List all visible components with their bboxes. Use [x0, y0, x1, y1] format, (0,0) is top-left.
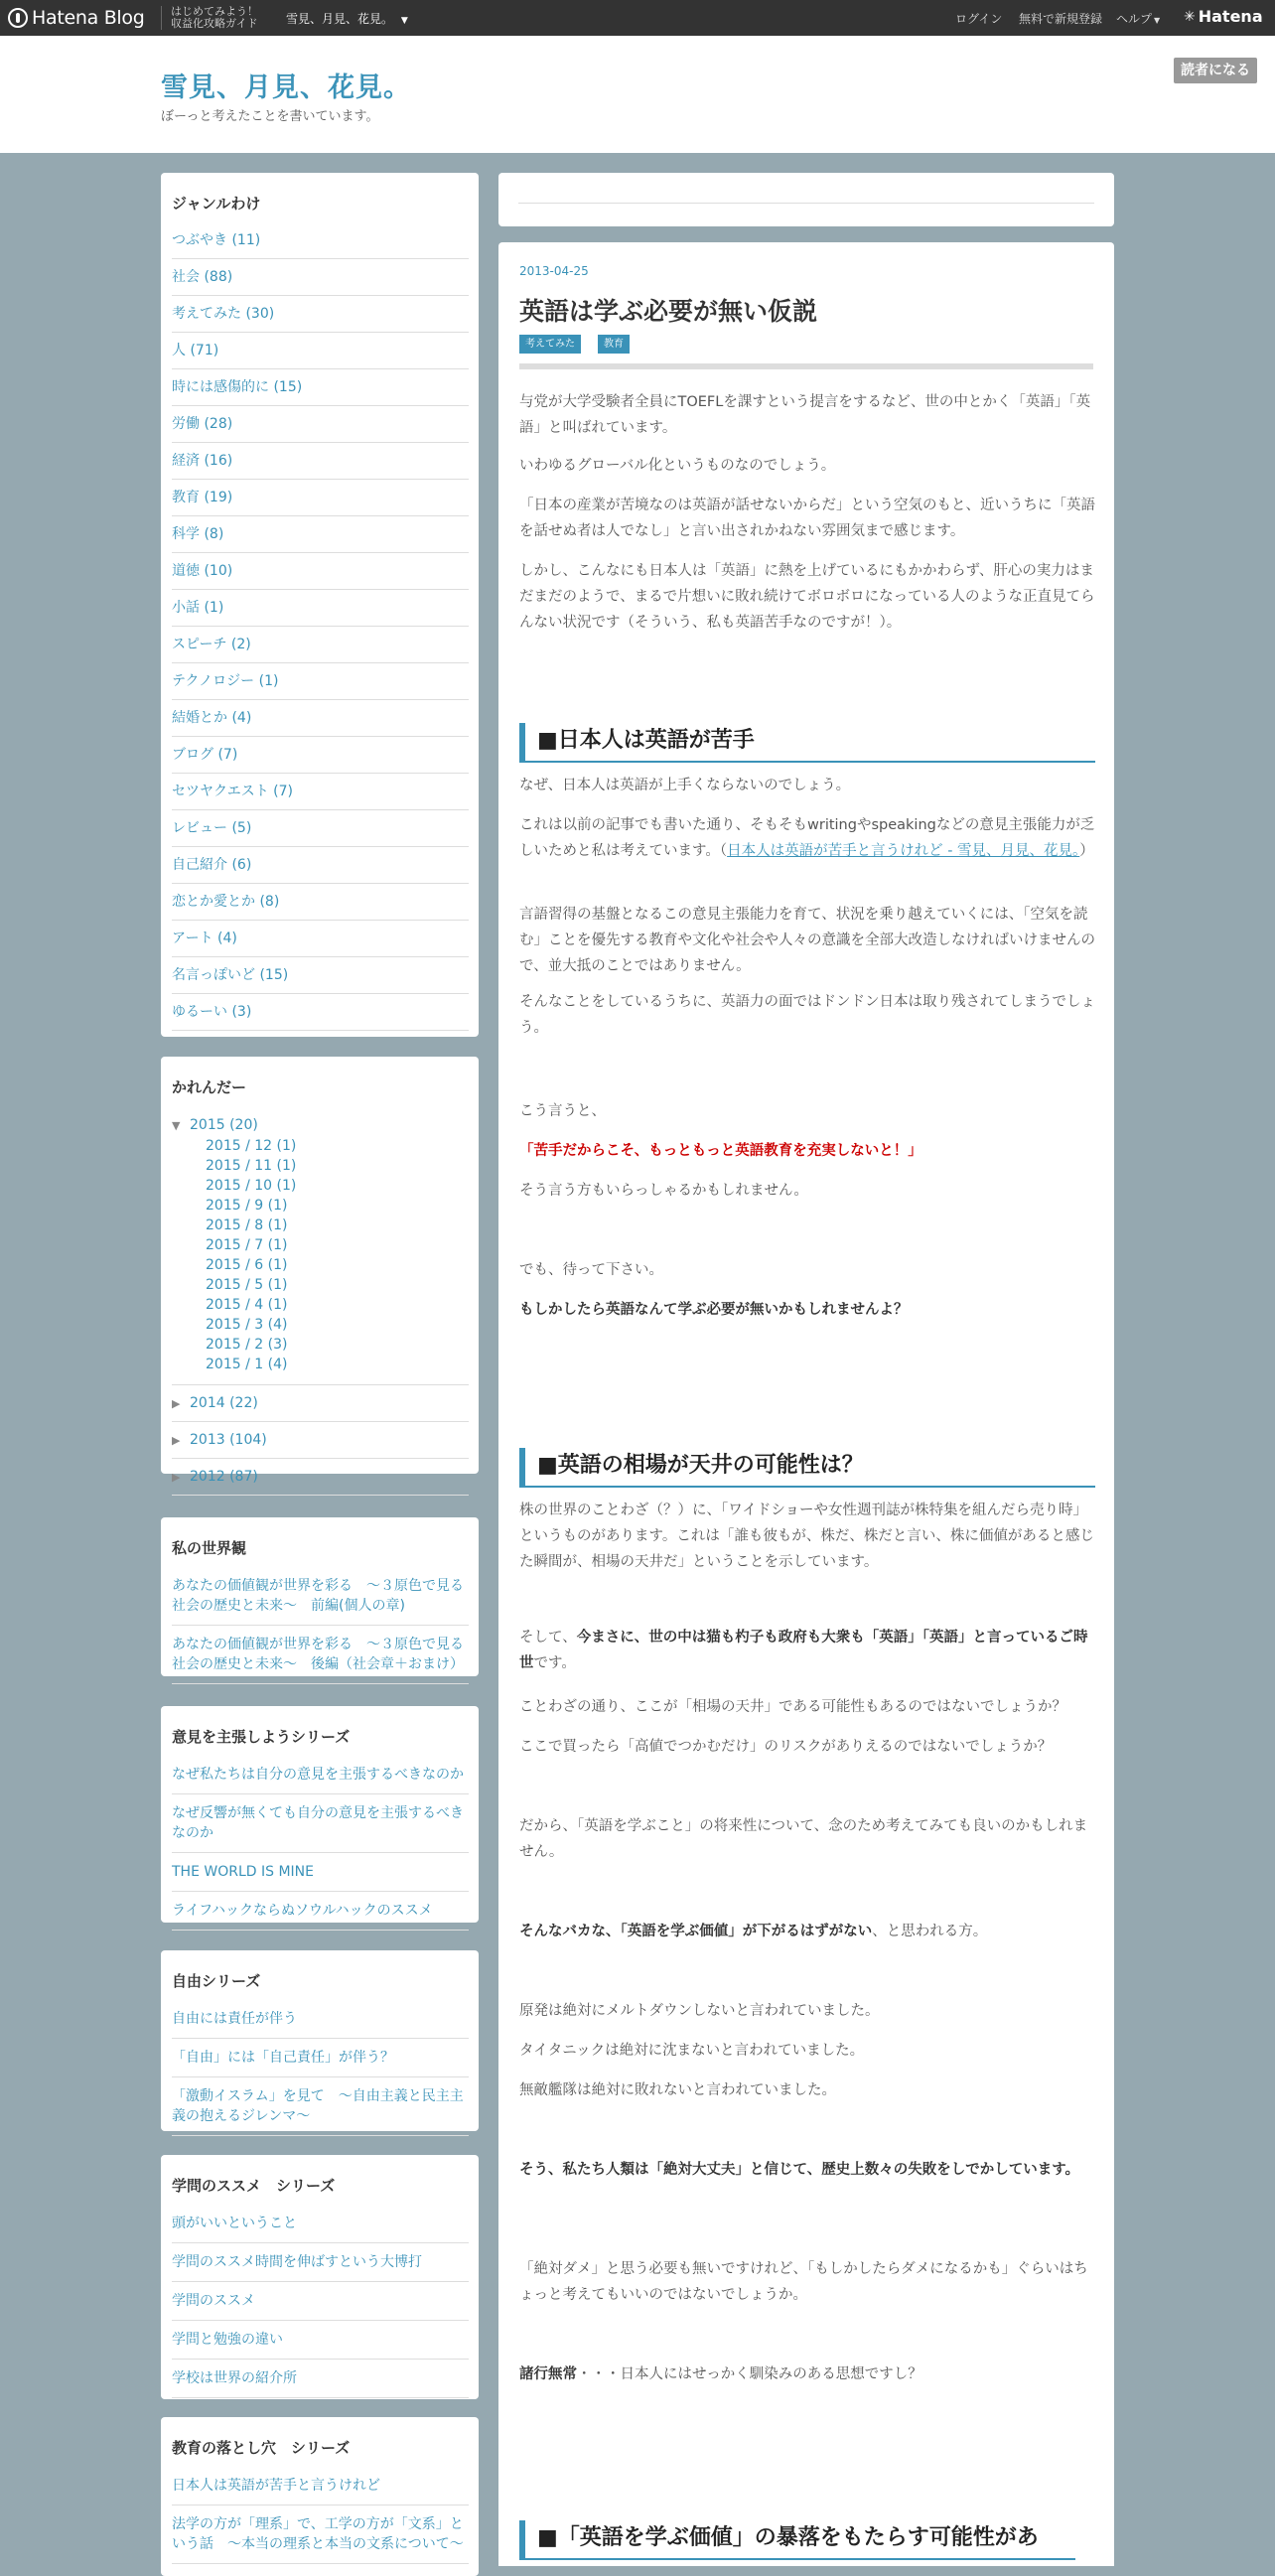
article-date[interactable]: 2013-04-25 — [519, 264, 589, 278]
freedom-title: 自由シリーズ — [172, 1972, 261, 1990]
article-title[interactable]: 英語は学ぶ必要が無い仮説 — [519, 297, 818, 326]
series-link[interactable]: あなたの価値観が世界を彩る ～３原色で見る社会の歴史と未来～ 後編（社会章＋おまけ） — [172, 1626, 469, 1684]
series-link[interactable]: 学問と勉強の違い — [172, 2321, 469, 2360]
series-link[interactable]: 自由には責任が伴う — [172, 2000, 469, 2039]
category-list — [172, 222, 469, 1031]
paragraph: そう言う方もいらっしゃるかもしれません。 — [519, 1183, 808, 1199]
category-link[interactable]: テクノロジー (1) — [172, 663, 469, 700]
paragraph: そんなバカな、「英語を学ぶ価値」が下がるはずがない、と思われる方。 — [519, 1924, 988, 1939]
chevron-down-icon: ▼ — [400, 16, 408, 26]
series-link[interactable]: 学問のススメ時間を伸ばすという大博打 — [172, 2243, 469, 2282]
paragraph: ことわざの通り、ここが「相場の天井」である可能性もあるのではないでしょうか？ — [519, 1699, 1066, 1715]
triangle-down-icon: ▼ — [172, 1119, 181, 1132]
worldview-title: 私の世界観 — [172, 1539, 247, 1557]
opinion-links — [172, 1756, 469, 1931]
education-links — [172, 2467, 469, 2564]
paragraph: ここで買ったら「高値でつかむだけ」のリスクがありえるのではないでしょうか？ — [519, 1739, 1053, 1755]
category-link[interactable]: 人 (71) — [172, 333, 469, 369]
paragraph: これは以前の記事でも書いた通り、そもそもwritingやspeakingなどの意見主張能力が乏しいためと私は考えています。（日本人は英語が苦手と言うけれど - 雪見、月見、花見。） — [519, 817, 1095, 859]
category-link[interactable]: 道徳 (10) — [172, 553, 469, 590]
archive-year-link[interactable]: ▶ 2013 (104) — [172, 1422, 469, 1459]
subscribe-button[interactable]: 読者になる — [1174, 58, 1257, 83]
section-heading: ■日本人は英語が苦手 — [519, 723, 1095, 763]
archive-month-link[interactable]: 2015 / 4 (1) — [206, 1297, 288, 1313]
archive-year-link[interactable]: ▶ 2012 (87) — [172, 1459, 469, 1496]
paragraph: 言語習得の基盤となるこの意見主張能力を育て、状況を乗り越えていくには、「空気を読む」ことを優先する教育や文化や社会や人々の意識を全部大改造しなければいけませんので、並大抵のことではありません。 — [519, 907, 1095, 974]
category-link[interactable]: 恋とか愛とか (8) — [172, 884, 469, 921]
category-link[interactable]: 考えてみた (30) — [172, 296, 469, 333]
blog-header — [0, 36, 1275, 153]
tag-kyouiku[interactable]: 教育 — [598, 335, 630, 354]
section-heading: ■「英語を学ぶ価値」の暴落をもたらす可能性があ — [519, 2520, 1075, 2560]
series-link[interactable]: 学校は世界の紹介所 — [172, 2360, 469, 2398]
series-link[interactable]: 日本人は英語が苦手と言うけれど — [172, 2467, 469, 2505]
paragraph: そして、今まさに、世の中は猫も杓子も政府も大衆も「英語」「英語」と言っているご時世です。 — [519, 1630, 1088, 1671]
blog-description: ぼーっと考えたことを書いています。 — [161, 109, 379, 124]
archive-month-link[interactable]: 2015 / 5 (1) — [206, 1277, 288, 1293]
paragraph: 諸行無常・・・日本人にはせっかく馴染みのある思想ですし？ — [519, 2366, 922, 2382]
series-link[interactable]: 「自由」には「自己責任」が伴う？ — [172, 2039, 469, 2077]
triangle-right-icon: ▶ — [172, 1397, 181, 1410]
hatena-blog-logo[interactable]: Hatena Blog — [8, 6, 145, 30]
category-link[interactable]: ゆるーい (3) — [172, 994, 469, 1031]
archive-month-link[interactable]: 2015 / 9 (1) — [206, 1198, 288, 1214]
category-link[interactable]: 労働 (28) — [172, 406, 469, 443]
series-link[interactable]: 頭がいいということ — [172, 2205, 469, 2243]
archive-year-list — [172, 1385, 469, 1496]
archive-month-link[interactable]: 2015 / 1 (4) — [206, 1357, 288, 1372]
paragraph: しかし、こんなにも日本人は「英語」に熱を上げているにもかかわらず、肝心の実力はまだまだのようで、まるで片想いに敗れ続けてボロボロになっている人のような正直見てらんない状況です（そういう、私も英語苦手なのですが！）。 — [519, 563, 1095, 631]
article — [498, 242, 1114, 2566]
hatena-dots-icon: ✳ — [1184, 8, 1196, 25]
learning-module — [161, 2155, 479, 2399]
genre-module — [161, 173, 479, 1037]
paragraph: 株の世界のことわざ（？）に、「ワイドショーや女性週刊誌が株特集を組んだら売り時」というものがあります。これは「誰も彼もが、株だ、株だと言い、株に価値があると感じた瞬間が、相場の天井だ」ということを示しています。 — [519, 1503, 1094, 1570]
opinion-title: 意見を主張しようシリーズ — [172, 1728, 351, 1746]
divider — [518, 203, 1094, 204]
education-module — [161, 2417, 479, 2576]
paragraph: 原発は絶対にメルトダウンしないと言われていました。 — [519, 2003, 880, 2019]
archive-month-link[interactable]: 2015 / 12 (1) — [206, 1138, 297, 1154]
paragraph: いわゆるグローバル化というものなのでしょう。 — [519, 458, 836, 474]
archive-year-toggle[interactable]: ▼ 2015 (20) — [172, 1114, 469, 1136]
triangle-right-icon: ▶ — [172, 1434, 181, 1447]
category-link[interactable]: アート (4) — [172, 921, 469, 957]
series-link[interactable]: あなたの価値観が世界を彩る ～３原色で見る社会の歴史と未来～ 前編(個人の章) — [172, 1567, 469, 1626]
hatena-logo[interactable]: ✳ Hatena — [1184, 7, 1263, 26]
category-link[interactable]: 経済 (16) — [172, 443, 469, 480]
previous-article-link[interactable]: 日本人は英語が苦手と言うけれど - 雪見、月見、花見。 — [727, 843, 1080, 859]
archive-month-link[interactable]: 2015 / 8 (1) — [206, 1217, 288, 1233]
paragraph: 与党が大学受験者全員にTOEFLを課すという提言をするなど、世の中とかく「英語」「英語」と叫ばれています。 — [519, 394, 1091, 436]
paragraph: でも、待って下さい。 — [519, 1262, 663, 1278]
title-divider — [519, 363, 1093, 369]
help-menu[interactable]: ヘルプ ▼ — [1116, 12, 1161, 26]
paragraph: こう言うと、 — [519, 1103, 606, 1119]
worldview-links — [172, 1567, 469, 1684]
series-link[interactable]: 「激動イスラム」を見て ～自由主義と民主主義の抱えるジレンマ～ — [172, 2077, 469, 2136]
series-link[interactable]: なぜ反響が無くても自分の意見を主張するべきなのか — [172, 1794, 469, 1853]
series-link[interactable]: 法学の方が「理系」で、工学の方が「文系」という話 ～本当の理系と本当の文系について～ — [172, 2505, 469, 2564]
freedom-module — [161, 1950, 479, 2131]
category-link[interactable]: 社会 (88) — [172, 259, 469, 296]
section-heading: ■英語の相場が天井の可能性は？ — [519, 1448, 1095, 1488]
series-link[interactable]: なぜ私たちは自分の意見を主張するべきなのか — [172, 1756, 469, 1794]
category-link[interactable]: 小話 (1) — [172, 590, 469, 627]
category-link[interactable]: つぶやき (11) — [172, 222, 469, 259]
paragraph: 「日本の産業が苦境なのは英語が話せないからだ」という空気のもと、近いうちに「英語を話せぬ者は人でなし」と言い出されかねない雰囲気まで感じます。 — [519, 498, 1095, 539]
tag-kangaetemita[interactable]: 考えてみた — [519, 335, 581, 354]
category-link[interactable]: セツヤクエスト (7) — [172, 774, 469, 810]
learning-title: 学問のススメ シリーズ — [172, 2177, 336, 2195]
paragraph: だから、「英語を学ぶこと」の将来性について、念のため考えてみても良いのかもしれません。 — [519, 1818, 1088, 1860]
calendar-title: かれんだー — [172, 1078, 247, 1096]
paragraph: そんなことをしているうちに、英語力の面ではドンドン日本は取り残されてしまうでしょう。 — [519, 994, 1095, 1036]
opinion-module — [161, 1706, 479, 1923]
category-link[interactable]: 名言っぽいど (15) — [172, 957, 469, 994]
worldview-module — [161, 1517, 479, 1676]
archive-month-link[interactable]: 2015 / 3 (4) — [206, 1317, 288, 1333]
category-link[interactable]: 自己紹介 (6) — [172, 847, 469, 884]
learning-links — [172, 2205, 469, 2398]
archive-year-link[interactable]: ▶ 2014 (22) — [172, 1385, 469, 1422]
login-link[interactable]: ログイン — [955, 12, 1003, 26]
global-header — [0, 0, 1275, 36]
paragraph: なぜ、日本人は英語が上手くならないのでしょう。 — [519, 778, 851, 793]
category-link[interactable]: 時には感傷的に (15) — [172, 369, 469, 406]
category-link[interactable]: レビュー (5) — [172, 810, 469, 847]
hatena-blog-logo-icon — [8, 8, 28, 28]
bold-paragraph: そう、私たち人類は「絶対大丈夫」と信じて、歴史上数々の失敗をしでかしています。 — [519, 2162, 1080, 2178]
emphasis-paragraph: 「苦手だからこそ、もっともっと英語教育を充実しないと！」 — [519, 1143, 922, 1159]
category-link[interactable]: 教育 (19) — [172, 480, 469, 516]
archive-month-link[interactable]: 2015 / 10 (1) — [206, 1178, 297, 1194]
archive-month-link[interactable]: 2015 / 2 (3) — [206, 1337, 288, 1353]
genre-title: ジャンルわけ — [172, 195, 261, 213]
chevron-down-icon: ▼ — [1154, 16, 1161, 25]
main-top-box — [498, 173, 1114, 226]
archive-month-list — [172, 1136, 469, 1374]
archive-month-link[interactable]: 2015 / 7 (1) — [206, 1237, 288, 1253]
blog-title[interactable]: 雪見、月見、花見。 — [161, 72, 411, 103]
category-link[interactable]: ブログ (7) — [172, 737, 469, 774]
series-link[interactable]: 学問のススメ — [172, 2282, 469, 2321]
archive-month-link[interactable]: 2015 / 11 (1) — [206, 1158, 297, 1174]
calendar-module — [161, 1057, 479, 1485]
topbar-divider — [161, 6, 162, 30]
paragraph: タイタニックは絶対に沈まないと言われていました。 — [519, 2043, 865, 2059]
category-link[interactable]: 科学 (8) — [172, 516, 469, 553]
paragraph: 「絶対ダメ」と思う必要も無いですけれど、「もしかしたらダメになるかも」ぐらいはちょっと考えてもいいのではないでしょうか。 — [519, 2261, 1088, 2303]
triangle-right-icon: ▶ — [172, 1471, 181, 1484]
archive-year-2015 — [172, 1114, 469, 1385]
archive-month-link[interactable]: 2015 / 6 (1) — [206, 1257, 288, 1273]
signup-link[interactable]: 無料で新規登録 — [1019, 12, 1103, 26]
series-link[interactable]: ライフハックならぬソウルハックのススメ — [172, 1892, 469, 1931]
bold-paragraph: もしかしたら英語なんて学ぶ必要が無いかもしれませんよ？ — [519, 1302, 909, 1318]
paragraph: 無敵艦隊は絶対に敗れないと言われていました。 — [519, 2082, 836, 2098]
guide-link[interactable]: はじめてみよう！ 収益化攻略ガイド — [171, 5, 258, 30]
category-link[interactable]: 結婚とか (4) — [172, 700, 469, 737]
blog-menu-dropdown[interactable]: 雪見、月見、花見。 ▼ — [286, 12, 408, 26]
education-title: 教育の落とし穴 シリーズ — [172, 2439, 351, 2457]
category-link[interactable]: スピーチ (2) — [172, 627, 469, 663]
freedom-links — [172, 2000, 469, 2136]
series-link[interactable]: THE WORLD IS MINE — [172, 1853, 469, 1892]
